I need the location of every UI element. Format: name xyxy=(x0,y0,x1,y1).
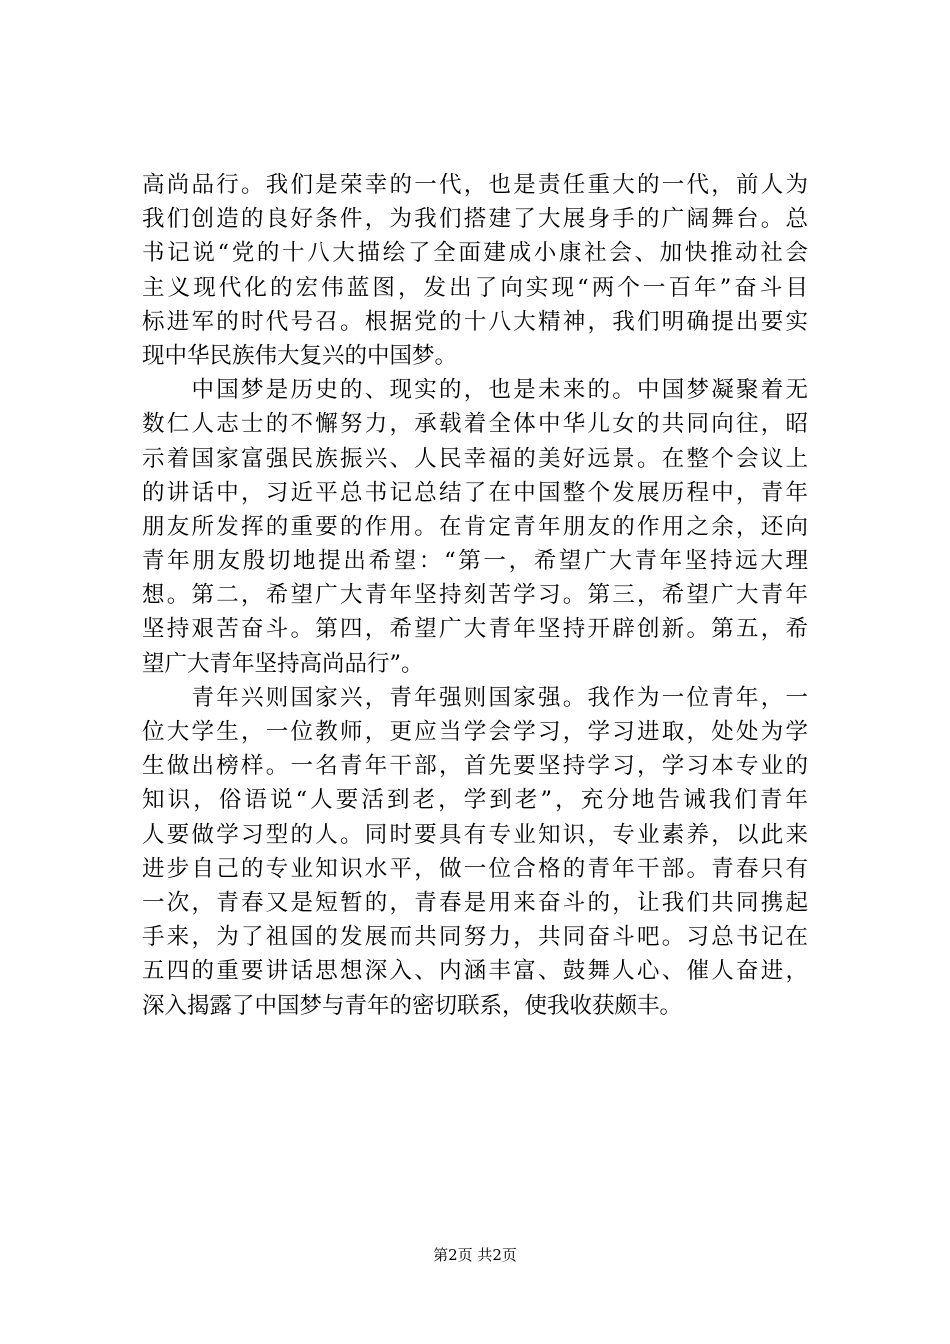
text-line: 深入揭露了中国梦与青年的密切联系，使我收获颇丰。 xyxy=(142,992,683,1019)
text-line: 人要做学习型的人。同时要具有专业知识，专业素养，以此来 xyxy=(142,821,808,848)
text-line: 想。第二，希望广大青年坚持刻苦学习。第三，希望广大青年 xyxy=(142,582,808,609)
text-line: 位大学生，一位教师，更应当学会学习，学习进取，处处为学 xyxy=(142,719,808,745)
text-line: 现中华民族伟大复兴的中国梦。 xyxy=(142,342,458,369)
text-line: 数仁人志士的不懈努力，承载着全体中华儿女的共同向往，昭 xyxy=(142,411,808,438)
text-line: 示着国家富强民族振兴、人民幸福的美好远景。在整个会议上 xyxy=(142,445,808,472)
document-body xyxy=(142,168,808,1023)
text-line: 书记说“党的十八大描绘了全面建成小康社会、加快推动社会 xyxy=(142,240,808,267)
text-line: 朋友所发挥的重要的作用。在肯定青年朋友的作用之余，还向 xyxy=(142,513,808,540)
text-line: 中国梦是历史的、现实的，也是未来的。中国梦凝聚着无 xyxy=(142,377,808,404)
page-footer: 第2页 共2页 xyxy=(433,1246,517,1264)
text-line: 望广大青年坚持高尚品行”。 xyxy=(142,650,424,677)
text-line: 手来，为了祖国的发展而共同努力，共同奋斗吧。习总书记在 xyxy=(142,924,808,951)
text-line: 标进军的时代号召。根据党的十八大精神，我们明确提出要实 xyxy=(142,308,808,335)
text-line: 我们创造的良好条件，为我们搭建了大展身手的广阔舞台。总 xyxy=(142,206,808,233)
text-line: 坚持艰苦奋斗。第四，希望广大青年坚持开辟创新。第五，希 xyxy=(142,616,808,643)
text-line: 一次，青春又是短暂的，青春是用来奋斗的，让我们共同携起 xyxy=(142,889,808,916)
text-line: 主义现代化的宏伟蓝图，发出了向实现“两个一百年”奋斗目 xyxy=(142,274,808,301)
text-line: 五四的重要讲话思想深入、内涵丰富、鼓舞人心、催人奋进， xyxy=(142,958,808,985)
text-line: 进步自己的专业知识水平，做一位合格的青年干部。青春只有 xyxy=(142,855,808,882)
text-line: 青年兴则国家兴，青年强则国家强。我作为一位青年，一 xyxy=(142,684,808,711)
text-line: 的讲话中，习近平总书记总结了在中国整个发展历程中，青年 xyxy=(142,479,808,506)
text-line: 知识，俗语说“人要活到老，学到老”，充分地告诫我们青年 xyxy=(142,787,808,814)
text-line: 生做出榜样。一名青年干部，首先要坚持学习，学习本专业的 xyxy=(142,753,808,780)
text-line: 高尚品行。我们是荣幸的一代，也是责任重大的一代，前人为 xyxy=(142,172,808,198)
text-line: 青年朋友殷切地提出希望：“第一，希望广大青年坚持远大理 xyxy=(142,548,808,575)
